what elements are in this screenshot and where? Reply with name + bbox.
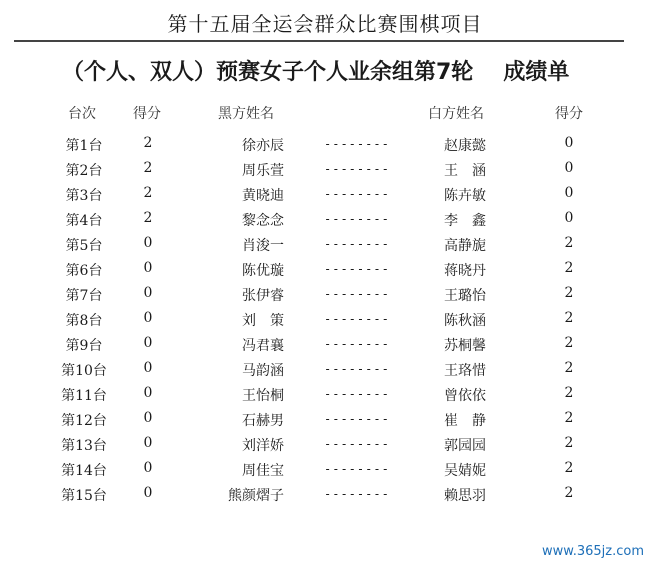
black-name-cell: 周佳宝 — [242, 463, 284, 479]
page-title: 第十五届全运会群众比赛围棋项目 — [167, 12, 483, 36]
vs-dashes: -------- — [324, 262, 390, 276]
black-score-cell: 0 — [143, 310, 153, 326]
black-score-cell: 0 — [143, 360, 153, 376]
black-score-cell: 0 — [143, 235, 153, 251]
white-name-cell: 吴婧妮 — [444, 463, 486, 479]
table-row — [0, 485, 650, 507]
white-name-cell: 赵康懿 — [444, 138, 486, 154]
white-score-cell: 2 — [564, 260, 574, 276]
board-cell: 第5台 — [65, 238, 103, 254]
black-name-cell: 张伊睿 — [242, 288, 284, 304]
vs-dashes: -------- — [324, 487, 390, 501]
black-score-cell: 0 — [143, 385, 153, 401]
white-name-cell: 陈秋涵 — [444, 313, 486, 329]
black-name-cell: 刘 策 — [242, 313, 284, 329]
board-cell: 第15台 — [61, 488, 107, 504]
site-watermark: www.365jz.com — [542, 544, 644, 559]
black-name-cell: 黎念念 — [242, 213, 284, 229]
black-score-cell: 0 — [143, 285, 153, 301]
black-name-cell: 徐亦辰 — [242, 138, 284, 154]
vs-dashes: -------- — [324, 187, 390, 201]
table-row — [0, 285, 650, 307]
subtitle-main: （个人、双人）预赛女子个人业余组第7轮 — [62, 60, 474, 85]
vs-dashes: -------- — [324, 337, 390, 351]
vs-dashes: -------- — [324, 437, 390, 451]
black-name-cell: 冯君襄 — [242, 338, 284, 354]
black-name-cell: 石赫男 — [242, 413, 284, 429]
vs-dashes: -------- — [324, 137, 390, 151]
black-score-cell: 2 — [143, 210, 153, 226]
white-name-cell: 郭园园 — [444, 438, 486, 454]
white-name-cell: 赖思羽 — [444, 488, 486, 504]
black-name-cell: 陈优璇 — [242, 263, 284, 279]
white-name-cell: 陈卉敏 — [444, 188, 486, 204]
table-row — [0, 460, 650, 482]
black-score-cell: 2 — [143, 160, 153, 176]
table-row — [0, 335, 650, 357]
subtitle-tail: 成绩单 — [503, 60, 570, 85]
white-name-cell: 李 鑫 — [444, 213, 486, 229]
black-name-cell: 肖浚一 — [242, 238, 284, 254]
vs-dashes: -------- — [324, 312, 390, 326]
white-score-cell: 2 — [564, 335, 574, 351]
black-score-cell: 0 — [143, 260, 153, 276]
black-name-cell: 王怡桐 — [242, 388, 284, 404]
table-row — [0, 135, 650, 157]
vs-dashes: -------- — [324, 212, 390, 226]
white-score-cell: 2 — [564, 235, 574, 251]
white-score-cell: 2 — [564, 385, 574, 401]
header-black-name: 黑方姓名 — [218, 106, 274, 122]
white-score-cell: 0 — [564, 160, 574, 176]
white-score-cell: 0 — [564, 185, 574, 201]
white-name-cell: 高静旎 — [444, 238, 486, 254]
board-cell: 第3台 — [65, 188, 103, 204]
table-row — [0, 435, 650, 457]
board-cell: 第2台 — [65, 163, 103, 179]
table-row — [0, 185, 650, 207]
board-cell: 第9台 — [65, 338, 103, 354]
board-cell: 第4台 — [65, 213, 103, 229]
black-name-cell: 马韵涵 — [242, 363, 284, 379]
black-score-cell: 0 — [143, 410, 153, 426]
vs-dashes: -------- — [324, 387, 390, 401]
white-score-cell: 2 — [564, 410, 574, 426]
vs-dashes: -------- — [324, 412, 390, 426]
white-score-cell: 2 — [564, 285, 574, 301]
vs-dashes: -------- — [324, 237, 390, 251]
white-name-cell: 蒋晓丹 — [444, 263, 486, 279]
table-row — [0, 360, 650, 382]
white-score-cell: 2 — [564, 460, 574, 476]
white-score-cell: 0 — [564, 210, 574, 226]
white-name-cell: 王 涵 — [444, 163, 486, 179]
black-score-cell: 0 — [143, 460, 153, 476]
white-score-cell: 2 — [564, 310, 574, 326]
table-row — [0, 210, 650, 232]
white-score-cell: 0 — [564, 135, 574, 151]
table-row — [0, 235, 650, 257]
table-row — [0, 160, 650, 182]
black-score-cell: 2 — [143, 185, 153, 201]
header-white-score: 得分 — [555, 106, 583, 122]
board-cell: 第1台 — [65, 138, 103, 154]
white-name-cell: 王璐怡 — [444, 288, 486, 304]
table-header — [0, 103, 650, 125]
header-board: 台次 — [68, 106, 96, 122]
white-name-cell: 王珞惜 — [444, 363, 486, 379]
vs-dashes: -------- — [324, 162, 390, 176]
board-cell: 第12台 — [61, 413, 107, 429]
black-score-cell: 0 — [143, 485, 153, 501]
table-row — [0, 310, 650, 332]
white-name-cell: 崔 静 — [444, 413, 486, 429]
black-name-cell: 周乐萱 — [242, 163, 284, 179]
board-cell: 第14台 — [61, 463, 107, 479]
black-name-cell: 黄晓迪 — [242, 188, 284, 204]
board-cell: 第13台 — [61, 438, 107, 454]
white-score-cell: 2 — [564, 360, 574, 376]
black-score-cell: 2 — [143, 135, 153, 151]
results-subtitle — [62, 55, 642, 86]
board-cell: 第11台 — [61, 388, 107, 404]
black-name-cell: 熊颜熠子 — [228, 488, 284, 504]
table-row — [0, 260, 650, 282]
vs-dashes: -------- — [324, 462, 390, 476]
white-score-cell: 2 — [564, 485, 574, 501]
board-cell: 第8台 — [65, 313, 103, 329]
black-score-cell: 0 — [143, 335, 153, 351]
board-cell: 第10台 — [61, 363, 107, 379]
white-name-cell: 苏桐馨 — [444, 338, 486, 354]
table-row — [0, 410, 650, 432]
white-score-cell: 2 — [564, 435, 574, 451]
header-black-score: 得分 — [133, 106, 161, 122]
black-score-cell: 0 — [143, 435, 153, 451]
board-cell: 第7台 — [65, 288, 103, 304]
table-row — [0, 385, 650, 407]
vs-dashes: -------- — [324, 362, 390, 376]
black-name-cell: 刘洋娇 — [242, 438, 284, 454]
vs-dashes: -------- — [324, 287, 390, 301]
board-cell: 第6台 — [65, 263, 103, 279]
title-divider — [14, 40, 624, 42]
header-white-name: 白方姓名 — [428, 106, 484, 122]
white-name-cell: 曾依依 — [444, 388, 486, 404]
